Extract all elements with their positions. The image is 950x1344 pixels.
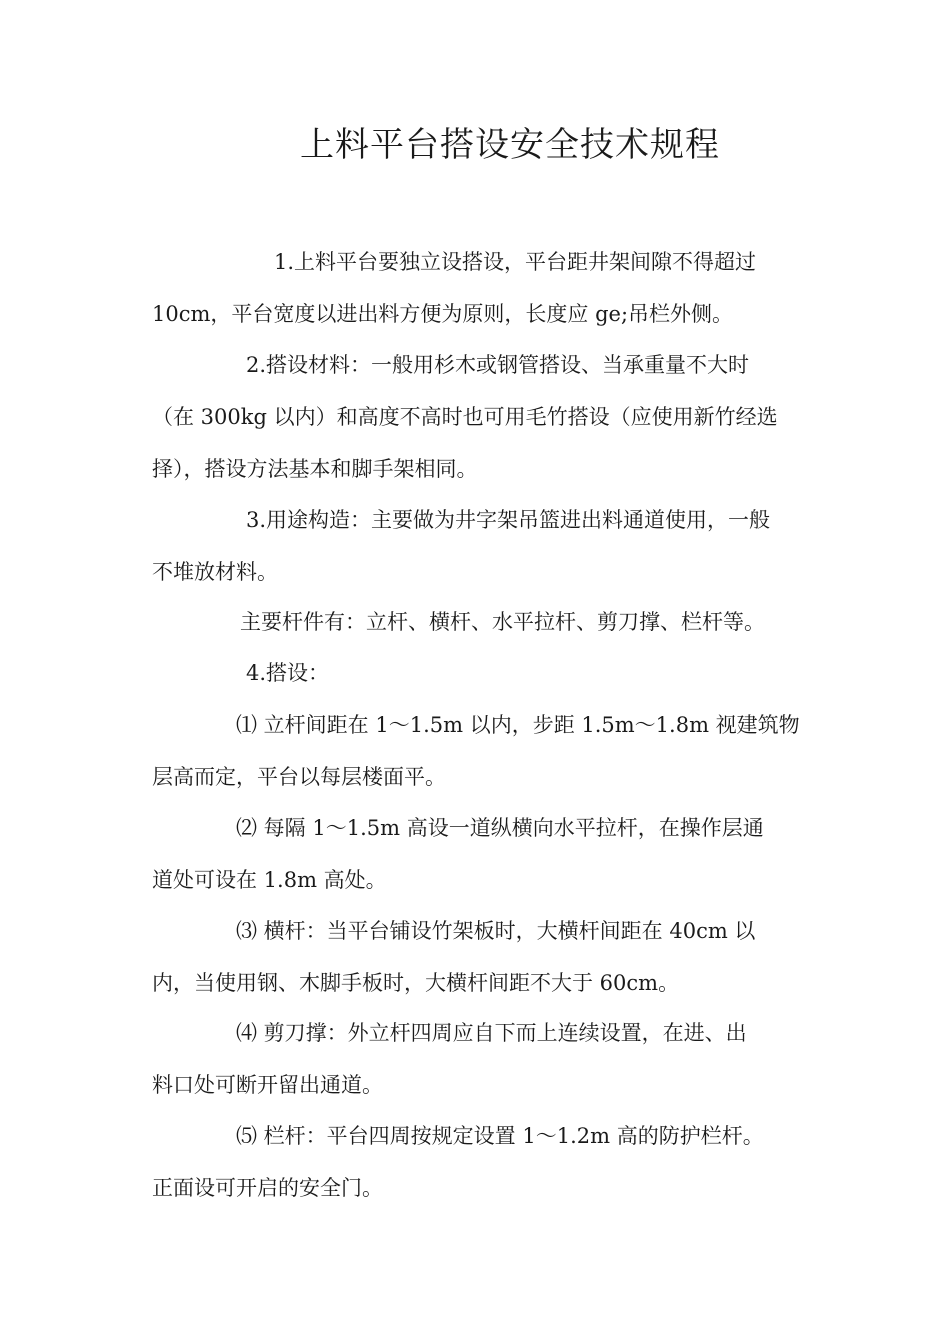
paragraph-line: ⑵ 每隔 1～1.5m 高设一道纵横向水平拉杆，在操作层通 xyxy=(236,816,764,840)
paragraph-line: 道处可设在 1.8m 高处。 xyxy=(152,868,387,892)
paragraph-line: 10cm，平台宽度以进出料方便为原则，长度应 ge;吊栏外侧。 xyxy=(152,302,734,326)
paragraph-line: 不堆放材料。 xyxy=(152,560,278,584)
paragraph-1 xyxy=(152,236,802,340)
paragraph-5 xyxy=(152,647,802,699)
paragraph-9 xyxy=(152,1007,802,1111)
paragraph-line: 2.搭设材料：一般用杉木或钢管搭设、当承重量不大时 xyxy=(246,353,750,377)
paragraph-line: 料口处可断开留出通道。 xyxy=(152,1073,383,1097)
paragraph-6 xyxy=(152,699,802,803)
paragraph-line: 主要杆件有：立杆、横杆、水平拉杆、剪刀撑、栏杆等。 xyxy=(240,610,765,634)
paragraph-line: ⑶ 横杆：当平台铺设竹架板时，大横杆间距在 40cm 以 xyxy=(236,919,756,943)
paragraph-line: 4.搭设： xyxy=(246,661,330,685)
paragraph-line: ⑸ 栏杆：平台四周按规定设置 1～1.2m 高的防护栏杆。 xyxy=(236,1124,764,1148)
paragraph-2 xyxy=(152,339,802,495)
paragraph-line: ⑷ 剪刀撑：外立杆四周应自下而上连续设置，在进、出 xyxy=(236,1021,747,1045)
paragraph-8 xyxy=(152,905,802,1009)
paragraph-line: 择），搭设方法基本和脚手架相同。 xyxy=(152,457,478,481)
paragraph-line: 内，当使用钢、木脚手板时，大横杆间距不大于 60cm。 xyxy=(152,971,680,995)
paragraph-line: 3.用途构造：主要做为井字架吊篮进出料通道使用，一般 xyxy=(246,508,771,532)
paragraph-3 xyxy=(152,494,802,598)
paragraph-line: （在 300kg 以内）和高度不高时也可用毛竹搭设（应使用新竹经选 xyxy=(152,405,778,429)
page-title: 上料平台搭设安全技术规程 xyxy=(300,125,720,165)
paragraph-10 xyxy=(152,1110,802,1214)
paragraph-4 xyxy=(152,596,802,648)
paragraph-line: 1.上料平台要独立设搭设，平台距井架间隙不得超过 xyxy=(274,250,757,274)
paragraph-line: ⑴ 立杆间距在 1～1.5m 以内，步距 1.5m～1.8m 视建筑物 xyxy=(236,713,800,737)
paragraph-line: 正面设可开启的安全门。 xyxy=(152,1176,383,1200)
paragraph-7 xyxy=(152,802,802,906)
paragraph-line: 层高而定，平台以每层楼面平。 xyxy=(152,765,446,789)
